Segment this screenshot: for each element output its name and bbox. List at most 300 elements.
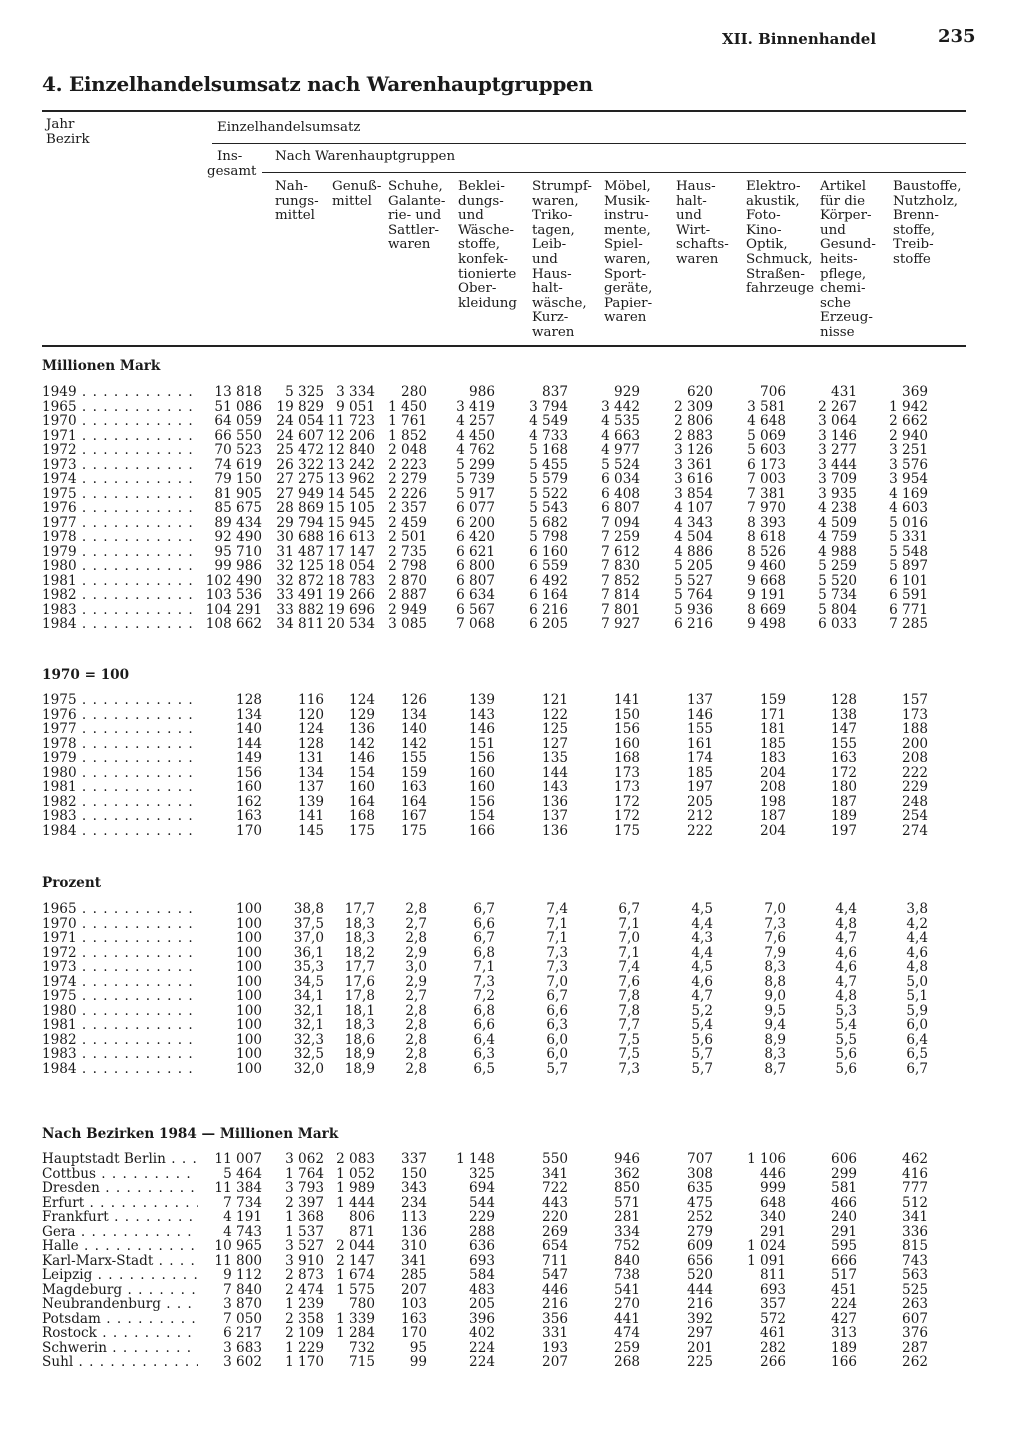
table-cell: 7,6 (618, 973, 640, 990)
table-cell: 157 (902, 692, 928, 708)
table-cell: 2 147 (336, 1252, 375, 1269)
table-cell: 3 251 (889, 442, 928, 458)
table-cell: 343 (401, 1180, 427, 1196)
table-cell: 183 (760, 750, 786, 766)
table-cell: 1 284 (336, 1325, 375, 1341)
table-cell: 185 (760, 735, 786, 752)
column-header-line: Kurz- (532, 310, 569, 326)
table-cell: 1 339 (336, 1310, 375, 1327)
table-row (0, 545, 1024, 560)
column-header-line: Schmuck, (746, 251, 813, 267)
table-cell: 95 (409, 1339, 427, 1356)
column-header-line: waren (388, 237, 431, 253)
table-cell: 9,0 (764, 988, 786, 1004)
table-cell: 108 662 (205, 616, 262, 632)
table-cell: 4,7 (835, 930, 857, 946)
column-header-line: Schuhe, (388, 179, 443, 194)
group-head-rule (212, 143, 966, 144)
row-label: 1982 . . . (42, 1033, 198, 1048)
table-cell: 4 504 (674, 529, 713, 545)
table-cell: 12 206 (327, 427, 375, 444)
table-cell: 3 793 (285, 1180, 324, 1196)
table-cell: 137 (298, 779, 324, 795)
table-cell: 362 (614, 1165, 640, 1182)
table-row (0, 516, 1024, 531)
table-cell: 946 (614, 1151, 640, 1167)
table-cell: 222 (687, 822, 713, 839)
column-header-line: Baustoffe, (893, 179, 962, 194)
table-cell: 2 806 (674, 413, 713, 429)
table-cell: 187 (831, 793, 857, 810)
table-cell: 85 675 (214, 500, 262, 516)
column-header-line: waren (532, 324, 575, 340)
table-cell: 100 (236, 959, 262, 975)
table-cell: 24 607 (276, 427, 324, 444)
table-row (0, 385, 1024, 400)
table-cell: 281 (614, 1209, 640, 1225)
column-header-4 (458, 180, 517, 311)
table-cell: 136 (542, 793, 568, 810)
table-cell: 547 (542, 1267, 568, 1283)
table-cell: 147 (831, 721, 857, 737)
table-cell: 174 (687, 750, 713, 766)
table-cell: 5 603 (747, 442, 786, 458)
table-cell: 100 (236, 973, 262, 990)
table-cell: 103 536 (205, 587, 262, 603)
table-row (0, 603, 1024, 618)
table-cell: 325 (469, 1165, 495, 1182)
column-header-5 (532, 180, 592, 341)
table-cell: 6 216 (674, 616, 713, 632)
table-cell: 331 (542, 1325, 568, 1341)
table-cell: 4 762 (456, 442, 495, 458)
table-cell: 154 (469, 808, 495, 824)
row-label: 1972 . . . (42, 443, 198, 458)
table-cell: 70 523 (214, 442, 262, 458)
table-cell: 104 291 (205, 601, 262, 618)
table-cell: 8 393 (747, 514, 786, 531)
row-label: 1983 . . . (42, 809, 198, 824)
table-cell: 18,6 (344, 1031, 375, 1048)
table-cell: 654 (542, 1238, 568, 1254)
table-cell: 2 109 (285, 1325, 324, 1341)
table-cell: 224 (469, 1339, 495, 1356)
table-cell: 29 794 (276, 514, 324, 531)
table-cell: 1 170 (285, 1354, 324, 1370)
table-cell: 102 490 (205, 572, 262, 589)
table-cell: 571 (614, 1194, 640, 1211)
table-cell: 100 (236, 1031, 262, 1048)
table-cell: 6,7 (618, 901, 640, 917)
table-cell: 1 106 (747, 1151, 786, 1167)
table-row (0, 751, 1024, 766)
column-header-line: Brenn- (893, 208, 939, 224)
table-cell: 173 (614, 764, 640, 781)
table-cell: 5 804 (818, 601, 857, 618)
row-label: 1965 . . . (42, 400, 198, 415)
table-cell: 5,4 (835, 1017, 857, 1033)
table-cell: 32,1 (293, 1002, 324, 1019)
table-cell: 10 965 (214, 1238, 262, 1254)
table-row (0, 1341, 1024, 1356)
table-cell: 5 798 (529, 529, 568, 545)
row-label: 1980 . . . (42, 766, 198, 781)
table-cell: 8 526 (747, 543, 786, 560)
table-cell: 4,8 (835, 988, 857, 1004)
table-cell: 356 (542, 1310, 568, 1327)
table-cell: 18,2 (344, 944, 375, 961)
table-row (0, 737, 1024, 752)
table-cell: 392 (687, 1310, 713, 1327)
table-cell: 34,1 (293, 988, 324, 1004)
table-cell: 100 (236, 901, 262, 917)
column-header-3 (388, 180, 445, 253)
column-header-line: Erzeug- (820, 310, 873, 326)
table-cell: 89 434 (214, 514, 262, 531)
table-cell: 140 (401, 721, 427, 737)
row-label: 1975 . . . (42, 487, 198, 502)
column-header-line: und (820, 222, 846, 238)
table-cell: 3 062 (285, 1151, 324, 1167)
table-cell: 8,9 (764, 1031, 786, 1048)
column-header-line: Kino- (746, 222, 782, 238)
table-cell: 4,4 (691, 944, 713, 961)
sub-group-head: Nach Warenhauptgruppen (275, 149, 456, 164)
table-cell: 620 (687, 384, 713, 400)
row-label: Halle . . . (42, 1239, 198, 1254)
table-cell: 4 733 (529, 427, 568, 444)
table-cell: 5,1 (906, 988, 928, 1004)
table-cell: 4,6 (835, 959, 857, 975)
table-cell: 163 (236, 808, 262, 824)
table-row (0, 1004, 1024, 1019)
table-cell: 100 (236, 988, 262, 1004)
column-header-8 (746, 180, 814, 297)
table-cell: 175 (349, 822, 375, 839)
table-row (0, 530, 1024, 545)
table-cell: 234 (401, 1194, 427, 1211)
table-cell: 162 (236, 793, 262, 810)
table-cell: 32,3 (293, 1031, 324, 1048)
table-cell: 26 322 (276, 456, 324, 473)
table-cell: 4 663 (601, 427, 640, 444)
table-cell: 6,8 (473, 1002, 495, 1019)
table-cell: 200 (902, 735, 928, 752)
table-cell: 28 869 (276, 500, 324, 516)
table-cell: 1 450 (388, 398, 427, 415)
table-row (0, 1167, 1024, 1182)
table-cell: 224 (831, 1296, 857, 1312)
row-label: Hauptstadt Berlin . . . (42, 1152, 198, 1167)
table-cell: 5 455 (529, 456, 568, 473)
table-cell: 164 (401, 793, 427, 810)
table-cell: 850 (614, 1180, 640, 1196)
table-cell: 128 (298, 735, 324, 752)
table-cell: 1 091 (747, 1252, 786, 1269)
table-cell: 666 (831, 1252, 857, 1269)
table-cell: 5 524 (601, 456, 640, 473)
column-header-line: wäsche, (532, 295, 587, 311)
table-cell: 444 (687, 1281, 713, 1298)
table-cell: 431 (831, 384, 857, 400)
table-cell: 161 (687, 735, 713, 752)
table-cell: 3,0 (405, 959, 427, 975)
table-cell: 138 (831, 706, 857, 723)
table-cell: 7,0 (618, 930, 640, 946)
table-cell: 64 059 (214, 413, 262, 429)
table-cell: 1 575 (336, 1281, 375, 1298)
table-cell: 32 125 (276, 558, 324, 574)
column-header-line: fahrzeuge (746, 281, 815, 297)
table-cell: 2 223 (388, 456, 427, 473)
column-header-line: Nutzholz, (893, 193, 959, 209)
table-cell: 291 (831, 1223, 857, 1240)
table-cell: 17,7 (344, 959, 375, 975)
table-cell: 4 509 (818, 514, 857, 531)
column-header-line: Papier- (604, 295, 653, 311)
table-cell: 8,3 (764, 1046, 786, 1062)
table-row (0, 902, 1024, 917)
table-cell: 715 (349, 1354, 375, 1370)
column-header-line: Spiel- (604, 237, 643, 253)
table-cell: 3 581 (747, 398, 786, 415)
table-cell: 128 (236, 692, 262, 708)
row-label: 1974 . . . (42, 472, 198, 487)
table-cell: 5 522 (529, 485, 568, 502)
table-cell: 120 (298, 706, 324, 723)
table-cell: 2 870 (388, 572, 427, 589)
table-cell: 2 501 (388, 529, 427, 545)
table-cell: 6 567 (456, 601, 495, 618)
column-header-1 (275, 180, 319, 224)
column-header-line: rie- und (388, 208, 442, 224)
table-cell: 15 945 (327, 514, 375, 531)
table-cell: 6 160 (529, 543, 568, 560)
table-cell: 4 549 (529, 413, 568, 429)
column-header-line: Möbel, (604, 179, 651, 194)
table-cell: 282 (760, 1339, 786, 1356)
table-cell: 8 618 (747, 529, 786, 545)
row-label: 1976 . . . (42, 501, 198, 516)
table-cell: 986 (469, 384, 495, 400)
table-cell: 6,8 (473, 944, 495, 961)
table-row (0, 1196, 1024, 1211)
table-cell: 4,6 (906, 944, 928, 961)
table-cell: 3 064 (818, 413, 857, 429)
table-cell: 4,8 (835, 915, 857, 932)
table-row (0, 1283, 1024, 1298)
table-cell: 172 (831, 764, 857, 781)
table-cell: 341 (542, 1165, 568, 1182)
table-cell: 7 068 (456, 616, 495, 632)
table-cell: 6 205 (529, 616, 568, 632)
table-cell: 4,4 (691, 915, 713, 932)
table-cell: 5,2 (691, 1002, 713, 1019)
table-cell: 141 (298, 808, 324, 824)
table-cell: 6 408 (601, 485, 640, 502)
table-row (0, 708, 1024, 723)
table-cell: 129 (349, 706, 375, 723)
table-cell: 3 419 (456, 398, 495, 415)
table-cell: 806 (349, 1209, 375, 1225)
table-cell: 136 (542, 822, 568, 839)
table-cell: 656 (687, 1252, 713, 1269)
table-cell: 609 (687, 1238, 713, 1254)
table-cell: 2 662 (889, 413, 928, 429)
table-cell: 99 986 (214, 558, 262, 574)
table-cell: 6 200 (456, 514, 495, 531)
row-label: 1980 . . . (42, 1004, 198, 1019)
table-cell: 18 783 (327, 572, 375, 589)
table-cell: 4,5 (691, 901, 713, 917)
row-label: 1984 . . . (42, 617, 198, 632)
table-cell: 7,6 (764, 930, 786, 946)
table-cell: 11 007 (214, 1151, 262, 1167)
table-cell: 11 800 (214, 1252, 262, 1269)
table-cell: 752 (614, 1238, 640, 1254)
table-cell: 811 (760, 1267, 786, 1283)
table-cell: 5,6 (691, 1031, 713, 1048)
table-cell: 706 (760, 384, 786, 400)
table-cell: 8 669 (747, 601, 786, 618)
table-cell: 32,5 (293, 1046, 324, 1062)
table-cell: 146 (469, 721, 495, 737)
table-cell: 19 696 (327, 601, 375, 618)
table-cell: 446 (542, 1281, 568, 1298)
table-cell: 197 (687, 779, 713, 795)
table-cell: 6 164 (529, 587, 568, 603)
table-cell: 2 044 (336, 1238, 375, 1254)
table-cell: 33 491 (276, 587, 324, 603)
table-cell: 7,1 (618, 944, 640, 961)
table-cell: 8,7 (764, 1060, 786, 1077)
column-header-line: waren (604, 310, 647, 326)
table-cell: 18,3 (344, 1017, 375, 1033)
row-label: Dresden . . . (42, 1181, 198, 1196)
table-cell: 3 576 (889, 456, 928, 473)
table-cell: 7,3 (546, 959, 568, 975)
table-cell: 2 887 (388, 587, 427, 603)
table-cell: 116 (298, 692, 324, 708)
table-cell: 134 (236, 706, 262, 723)
table-cell: 254 (902, 808, 928, 824)
table-cell: 6,0 (906, 1017, 928, 1033)
table-row (0, 780, 1024, 795)
table-cell: 156 (469, 793, 495, 810)
table-cell: 172 (614, 793, 640, 810)
table-cell: 780 (349, 1296, 375, 1312)
table-cell: 212 (687, 808, 713, 824)
table-cell: 155 (831, 735, 857, 752)
table-row (0, 1239, 1024, 1254)
table-cell: 33 882 (276, 601, 324, 618)
table-cell: 268 (614, 1354, 640, 1370)
column-header-line: heits- (820, 251, 858, 267)
column-header-line: Ober- (458, 281, 497, 297)
table-cell: 5,3 (835, 1002, 857, 1019)
row-label: Suhl . . . (42, 1355, 198, 1370)
table-cell: 3 616 (674, 471, 713, 487)
table-cell: 7 927 (601, 616, 640, 632)
column-header-line: stoffe, (893, 222, 936, 238)
top-rule (42, 110, 966, 112)
table-cell: 2 940 (889, 427, 928, 444)
table-cell: 66 550 (214, 427, 262, 444)
table-cell: 172 (614, 808, 640, 824)
table-cell: 208 (760, 779, 786, 795)
row-label: 1984 . . . (42, 824, 198, 839)
row-label: 1978 . . . (42, 530, 198, 545)
table-cell: 4,8 (906, 959, 928, 975)
table-cell: 5 936 (674, 601, 713, 618)
column-header-line: nisse (820, 324, 855, 340)
table-cell: 13 242 (327, 456, 375, 473)
table-cell: 100 (236, 1060, 262, 1077)
table-cell: 2,8 (405, 930, 427, 946)
table-cell: 606 (831, 1151, 857, 1167)
table-cell: 7,4 (618, 959, 640, 975)
row-label: 1984 . . . (42, 1062, 198, 1077)
table-cell: 7 734 (223, 1194, 262, 1211)
table-cell: 37,5 (293, 915, 324, 932)
table-cell: 160 (469, 779, 495, 795)
column-header-line: waren, (532, 193, 579, 209)
column-header-line: Haus- (532, 266, 572, 282)
table-cell: 146 (349, 750, 375, 766)
table-cell: 5 579 (529, 471, 568, 487)
row-label: 1983 . . . (42, 1047, 198, 1062)
table-cell: 5 543 (529, 500, 568, 516)
table-cell: 4,6 (835, 944, 857, 961)
row-label: 1970 . . . (42, 414, 198, 429)
column-header-line: Elektro- (746, 179, 801, 194)
row-label: 1981 . . . (42, 780, 198, 795)
table-cell: 3 709 (818, 471, 857, 487)
column-header-6 (604, 180, 652, 326)
column-header-line: akustik, (746, 193, 800, 209)
table-row (0, 1355, 1024, 1370)
table-cell: 4 535 (601, 413, 640, 429)
table-cell: 3,8 (906, 901, 928, 917)
column-header-line: Foto- (746, 208, 781, 224)
table-cell: 151 (469, 735, 495, 752)
table-cell: 7 852 (601, 572, 640, 589)
table-cell: 229 (469, 1209, 495, 1225)
table-cell: 11 384 (214, 1180, 262, 1196)
table-cell: 24 054 (276, 413, 324, 429)
table-row (0, 559, 1024, 574)
table-cell: 7 970 (747, 500, 786, 516)
table-cell: 95 710 (214, 543, 262, 560)
table-cell: 99 (409, 1354, 427, 1370)
table-cell: 6,6 (473, 1017, 495, 1033)
table-cell: 143 (469, 706, 495, 723)
column-header-line: geräte, (604, 281, 653, 297)
table-cell: 145 (298, 822, 324, 839)
table-cell: 310 (401, 1238, 427, 1254)
page-number: 235 (938, 26, 976, 47)
row-label: Schwerin . . . (42, 1341, 198, 1356)
table-cell: 32,1 (293, 1017, 324, 1033)
table-cell: 4 977 (601, 442, 640, 458)
table-cell: 3 444 (818, 456, 857, 473)
table-cell: 5,0 (906, 973, 928, 990)
table-cell: 17,8 (344, 988, 375, 1004)
table-cell: 376 (902, 1325, 928, 1341)
table-row (0, 1312, 1024, 1327)
table-cell: 262 (902, 1354, 928, 1370)
table-cell: 204 (760, 764, 786, 781)
